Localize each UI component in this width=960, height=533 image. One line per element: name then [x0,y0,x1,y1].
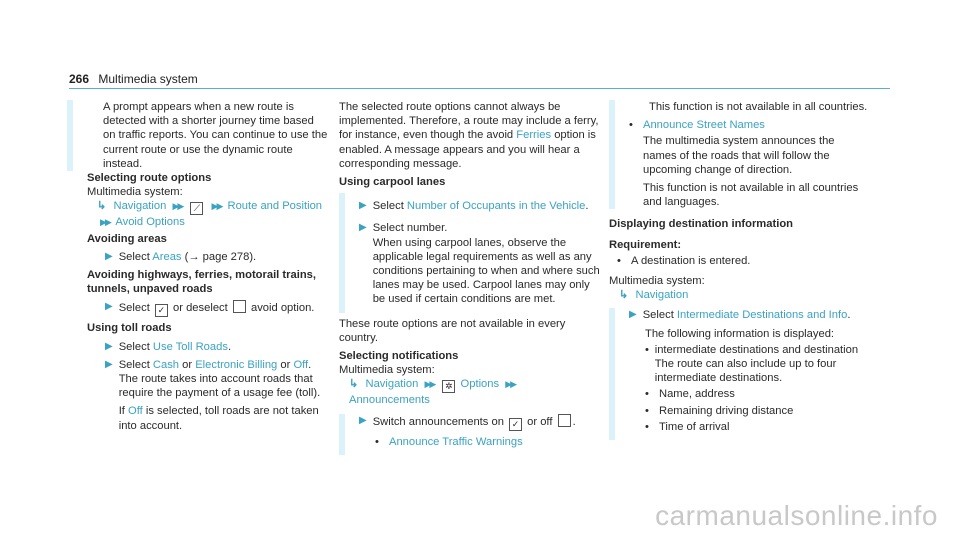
page-number: 266 [69,72,90,86]
link-options[interactable]: Options [460,378,500,391]
navigation-arrow-icon: ⟋ [190,202,203,215]
step-select-areas: ▶ Select Areas (→ page 278). [105,250,257,263]
link-areas[interactable]: Areas [152,250,182,263]
following-info: The following information is displayed: [645,327,835,340]
bullet-icon: • [375,435,379,448]
list-item [359,435,601,449]
bullet-icon: • [629,119,633,132]
path-label: Multimedia system: [339,364,435,377]
page-header [69,72,198,86]
step-bullet-icon: ▶ [359,222,367,234]
menu-path [339,377,601,407]
link-announce-street-names[interactable]: Announce Street Names [643,119,765,132]
notification-steps [339,414,601,455]
chevron-right-icon: ▶▶ [505,379,516,390]
menu-path [87,199,329,229]
list-item: • Remaining driving distance [645,404,794,417]
step-bullet-icon: ▶ [105,340,113,352]
list-item: • Name, address [645,388,735,401]
list-item: • A destination is entered. [617,254,751,267]
step-bullet-icon: ▶ [105,301,113,313]
link-route-and-position[interactable]: Route and Position [227,200,323,213]
carpool-steps [339,193,601,312]
section-title-avoiding-highways: Avoiding highways, ferries, motorail trains, tunnels, unpaved roads [87,269,316,296]
section-title-notifications: Selecting notifications [339,350,459,363]
checkbox-unchecked-icon [558,414,571,427]
link-cash[interactable]: Cash [152,358,180,371]
step-select-occupants: ▶ Select Number of Occupants in the Vehicle. [359,200,589,213]
link-navigation[interactable]: Navigation [635,289,689,302]
section-title-route-options: Selecting route options [87,172,212,185]
path-label: Multimedia system: [87,186,183,199]
bullet-icon: • [645,420,649,433]
section-title-destination-info: Displaying destination information [609,218,793,231]
path-label: Multimedia system: [609,275,705,288]
link-ferries[interactable]: Ferries [516,129,552,142]
list-item: • Time of arrival [645,420,730,433]
requirement-label: Requirement: [609,238,682,251]
link-navigation[interactable]: Navigation [113,200,167,213]
chevron-right-icon: ▶▶ [424,379,435,390]
path-arrow-icon: ↳ [97,200,107,213]
intro-text: A prompt appears when a new route is detected with a shorter journey time based on traffic reports. You can continue to use the current route or use the dynamic route instead. [103,101,328,170]
billing-description: The route takes into account roads that require the payment of a usage fee (toll). [118,373,321,400]
link-avoid-options[interactable]: Avoid Options [115,216,185,229]
column-1 [67,100,329,437]
step-select-intermediate: ▶ Select Intermediate Destinations and Info. [629,309,851,322]
link-intermediate-destinations[interactable]: Intermediate Destinations and Info [676,309,848,322]
link-off-inline[interactable]: Off [128,405,143,418]
bullet-icon: • [645,343,649,356]
link-announce-traffic-warnings[interactable]: Announce Traffic Warnings [389,435,523,448]
destination-steps [609,308,871,440]
menu-path [609,288,871,302]
step-bullet-icon: ▶ [359,200,367,212]
header-title: Multimedia system [98,72,198,86]
route-options-note: The selected route options cannot always be implemented. Therefore, a route may include a ferry, for instance, even though the avoid Ferries option is enabled. A message appears and you will hear a corresponding message. [339,101,599,170]
step-bullet-icon: ▶ [105,358,113,370]
carpool-description: When using carpool lanes, observe the applicable legal requirements as well as any conditions pertaining to when and where such lanes may be used. Carpool lanes may only be used if certain conditions are met. [372,236,600,306]
bullet-icon: • [645,388,649,401]
link-use-toll-roads[interactable]: Use Toll Roads [152,340,228,353]
list-item [629,118,871,132]
info-list [629,343,871,434]
chevron-right-icon: ▶▶ [100,217,110,228]
chevron-right-icon: ▶▶ [211,201,222,212]
step-use-toll-roads: ▶ Select Use Toll Roads. [105,340,232,353]
checkbox-checked-icon: ✓ [155,304,168,317]
path-arrow-icon: ↳ [349,378,359,391]
bullet-icon: • [617,254,621,267]
step-bullet-icon: ▶ [359,414,367,426]
header-rule [69,88,890,89]
link-announcements[interactable]: Announcements [349,394,430,407]
step-select-number: ▶ Select number. When using carpool lanes, observe the applicable legal requirements as well as any conditions pertaining to when and where such lanes may be used. Carpool lanes may only be used if certain conditions are met. [359,222,600,306]
chevron-right-icon: ▶▶ [172,201,183,212]
step-select-billing: ▶ Select Cash or Electronic Billing or Off. The route takes into account roads that require the payment of a usage fee (toll). If Off is selected, toll roads are not taken into account. [105,358,321,432]
availability-note-2: This function is not available in all countries and languages. [643,182,859,209]
section-title-carpool: Using carpool lanes [339,176,446,189]
step-switch-announcements: ▶ Switch announcements on ✓ or off . [359,414,576,429]
section-title-avoiding-areas: Avoiding areas [87,232,167,245]
column-3 [609,100,871,440]
watermark: carmanualsonline.info [655,499,938,531]
availability-note-1: This function is not available in all countries. [649,101,868,113]
availability-note: These route options are not available in every country. [339,317,566,344]
checkbox-checked-icon: ✓ [509,418,522,431]
link-number-of-occupants[interactable]: Number of Occupants in the Vehicle [406,200,586,213]
link-electronic-billing[interactable]: Electronic Billing [195,358,278,371]
street-description: The multimedia system announces the names of the roads that will follow the upcoming change of direction. [643,135,835,176]
announcement-continuation [609,100,871,209]
link-off[interactable]: Off [293,358,309,371]
step-bullet-icon: ▶ [105,250,113,262]
section-title-toll-roads: Using toll roads [87,322,172,335]
info-note-prompt [67,100,329,171]
checkbox-unchecked-icon [233,300,246,313]
column-2 [339,100,601,455]
list-item: • intermediate destinations and destination The route can also include up to four intermediate destinations. [645,343,859,385]
step-bullet-icon: ▶ [629,309,637,321]
link-navigation[interactable]: Navigation [365,378,419,391]
step-select-avoid-option: ▶ Select ✓ or deselect avoid option. [105,301,315,316]
bullet-icon: • [645,404,649,417]
path-arrow-icon: ↳ [619,289,629,302]
gear-icon: ✲ [442,380,455,393]
